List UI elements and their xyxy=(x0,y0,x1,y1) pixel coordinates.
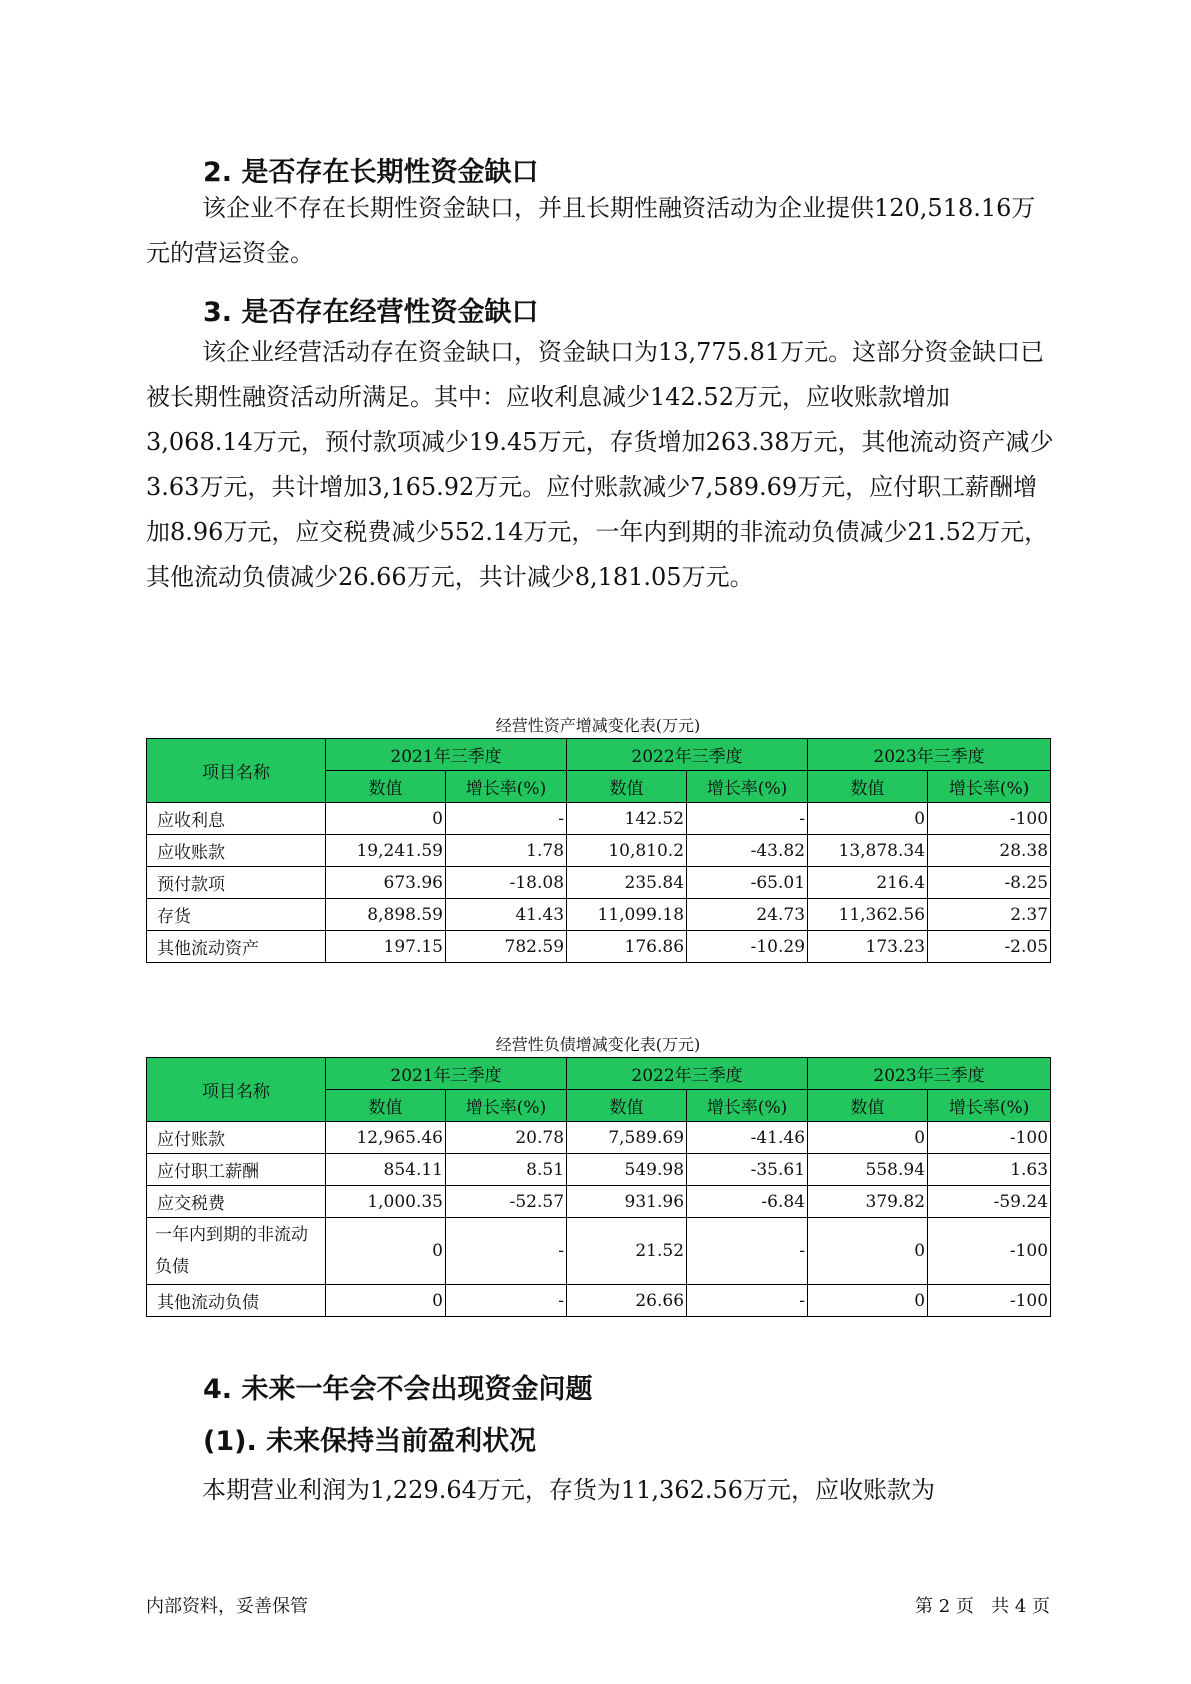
cell: - xyxy=(446,1218,567,1285)
header-period-2022: 2022年三季度 xyxy=(567,1058,808,1090)
header-value: 数值 xyxy=(808,1090,928,1122)
cell: 11,099.18 xyxy=(567,899,687,931)
cell: 11,362.56 xyxy=(808,899,928,931)
cell: -41.46 xyxy=(687,1122,808,1154)
table-row xyxy=(147,803,1051,835)
cell: 1.78 xyxy=(446,835,567,867)
cell: 28.38 xyxy=(928,835,1051,867)
cell: 0 xyxy=(808,803,928,835)
header-value: 数值 xyxy=(326,771,446,803)
cell: 24.73 xyxy=(687,899,808,931)
section-4-paragraph: 本期营业利润为1,229.64万元，存货为11,362.56万元，应收账款为 xyxy=(202,1476,936,1504)
cell: 0 xyxy=(808,1285,928,1317)
table-row xyxy=(147,867,1051,899)
table-row xyxy=(147,1186,1051,1218)
table-row xyxy=(147,835,1051,867)
header-growth: 增长率(%) xyxy=(446,1090,567,1122)
cell: -2.05 xyxy=(928,931,1051,963)
cell: 931.96 xyxy=(567,1186,687,1218)
cell: -59.24 xyxy=(928,1186,1051,1218)
row-name: 一年内到期的非流动负债 xyxy=(147,1218,326,1285)
cell: -43.82 xyxy=(687,835,808,867)
row-name: 应付账款 xyxy=(147,1122,326,1154)
table-row xyxy=(147,1122,1051,1154)
header-period-2022: 2022年三季度 xyxy=(567,739,808,771)
cell: 2.37 xyxy=(928,899,1051,931)
header-growth: 增长率(%) xyxy=(446,771,567,803)
cell: 0 xyxy=(326,1285,446,1317)
header-value: 数值 xyxy=(326,1090,446,1122)
cell: - xyxy=(446,803,567,835)
cell: 235.84 xyxy=(567,867,687,899)
section-3-paragraph: 该企业经营活动存在资金缺口，资金缺口为13,775.81万元。这部分资金缺口已被长期性融资活动所满足。其中：应收利息减少142.52万元，应收账款增加3,068.14万元，预付款项减少19.45万元，存货增加263.38万元，其他流动资产减少3.63万元，共计增加3,165.92万元。应付账款减少7,589.69万元，应付职工薪酬增加8.96万元，应交税费减少552.14万元，一年内到期的非流动负债减少21.52万元，其他流动负债减少26.66万元，共计减少8,181.05万元。 xyxy=(146,338,1054,591)
cell: 173.23 xyxy=(808,931,928,963)
cell: -100 xyxy=(928,1122,1051,1154)
section-2-paragraph: 该企业不存在长期性资金缺口，并且长期性融资活动为企业提供120,518.16万元的营运资金。 xyxy=(146,194,1036,267)
cell: - xyxy=(687,1285,808,1317)
cell: 0 xyxy=(326,1218,446,1285)
cell: - xyxy=(687,803,808,835)
section-4-subheading: (1). 未来保持当前盈利状况 xyxy=(203,1426,537,1457)
cell: -6.84 xyxy=(687,1186,808,1218)
footer-page-number: 第 2 页 共 4 页 xyxy=(915,1596,1050,1617)
row-name: 存货 xyxy=(147,899,326,931)
section-2-heading: 2. 是否存在长期性资金缺口 xyxy=(203,157,539,188)
cell: -18.08 xyxy=(446,867,567,899)
cell: - xyxy=(446,1285,567,1317)
cell: 176.86 xyxy=(567,931,687,963)
cell: - xyxy=(687,1218,808,1285)
cell: 216.4 xyxy=(808,867,928,899)
header-value: 数值 xyxy=(567,771,687,803)
cell: 142.52 xyxy=(567,803,687,835)
header-value: 数值 xyxy=(808,771,928,803)
table-row xyxy=(147,899,1051,931)
header-value: 数值 xyxy=(567,1090,687,1122)
section-3-heading: 3. 是否存在经营性资金缺口 xyxy=(203,297,539,328)
cell: -52.57 xyxy=(446,1186,567,1218)
cell: 854.11 xyxy=(326,1154,446,1186)
cell: 673.96 xyxy=(326,867,446,899)
cell: 8.51 xyxy=(446,1154,567,1186)
row-name: 预付款项 xyxy=(147,867,326,899)
table-row xyxy=(147,1218,1051,1285)
asset-table-caption: 经营性资产增减变化表(万元) xyxy=(495,716,701,735)
header-item-name: 项目名称 xyxy=(147,1058,326,1122)
header-growth: 增长率(%) xyxy=(928,771,1051,803)
table-row xyxy=(147,931,1051,963)
cell: -100 xyxy=(928,1285,1051,1317)
cell: 1.63 xyxy=(928,1154,1051,1186)
cell: 7,589.69 xyxy=(567,1122,687,1154)
header-period-2021: 2021年三季度 xyxy=(326,1058,567,1090)
cell: 0 xyxy=(326,803,446,835)
cell: 26.66 xyxy=(567,1285,687,1317)
cell: -10.29 xyxy=(687,931,808,963)
row-name: 其他流动负债 xyxy=(147,1285,326,1317)
footer-confidential-note: 内部资料，妥善保管 xyxy=(146,1596,308,1617)
liability-table-caption: 经营性负债增减变化表(万元) xyxy=(495,1035,701,1054)
section-4-heading: 4. 未来一年会不会出现资金问题 xyxy=(203,1374,593,1405)
cell: -8.25 xyxy=(928,867,1051,899)
cell: 10,810.2 xyxy=(567,835,687,867)
header-period-2023: 2023年三季度 xyxy=(808,1058,1051,1090)
cell: -65.01 xyxy=(687,867,808,899)
header-growth: 增长率(%) xyxy=(928,1090,1051,1122)
cell: 21.52 xyxy=(567,1218,687,1285)
cell: -35.61 xyxy=(687,1154,808,1186)
table-row xyxy=(147,1285,1051,1317)
cell: 197.15 xyxy=(326,931,446,963)
cell: -100 xyxy=(928,1218,1051,1285)
cell: 379.82 xyxy=(808,1186,928,1218)
cell: 12,965.46 xyxy=(326,1122,446,1154)
row-name: 应收利息 xyxy=(147,803,326,835)
header-growth: 增长率(%) xyxy=(687,771,808,803)
cell: 20.78 xyxy=(446,1122,567,1154)
cell: 13,878.34 xyxy=(808,835,928,867)
header-growth: 增长率(%) xyxy=(687,1090,808,1122)
cell: 558.94 xyxy=(808,1154,928,1186)
cell: 8,898.59 xyxy=(326,899,446,931)
asset-change-table xyxy=(146,738,1051,963)
header-period-2021: 2021年三季度 xyxy=(326,739,567,771)
row-name: 应收账款 xyxy=(147,835,326,867)
cell: 19,241.59 xyxy=(326,835,446,867)
cell: 0 xyxy=(808,1218,928,1285)
cell: 0 xyxy=(808,1122,928,1154)
table-row xyxy=(147,1154,1051,1186)
liability-change-table xyxy=(146,1057,1051,1317)
cell: 549.98 xyxy=(567,1154,687,1186)
cell: -100 xyxy=(928,803,1051,835)
cell: 41.43 xyxy=(446,899,567,931)
row-name: 应付职工薪酬 xyxy=(147,1154,326,1186)
cell: 1,000.35 xyxy=(326,1186,446,1218)
row-name: 其他流动资产 xyxy=(147,931,326,963)
row-name: 应交税费 xyxy=(147,1186,326,1218)
header-item-name: 项目名称 xyxy=(147,739,326,803)
header-period-2023: 2023年三季度 xyxy=(808,739,1051,771)
cell: 782.59 xyxy=(446,931,567,963)
